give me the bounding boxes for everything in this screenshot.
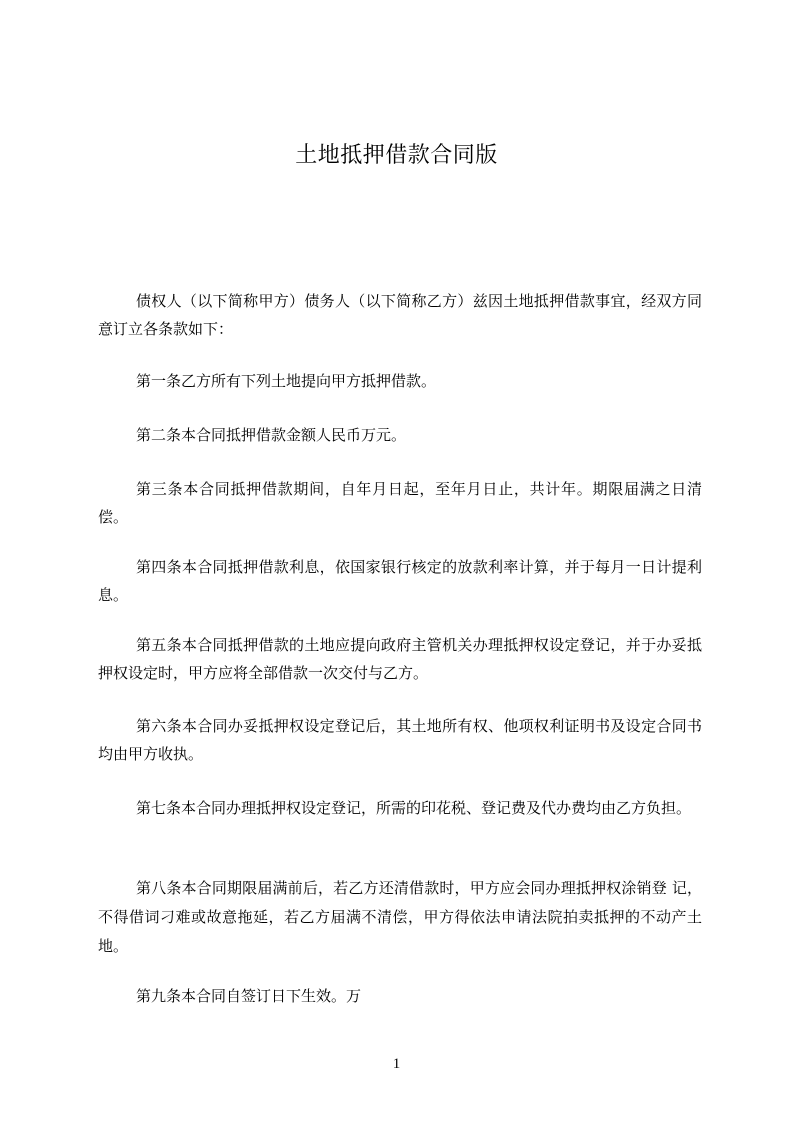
article-4: 第四条本合同抵押借款利息，依国家银行核定的放款利率计算，并于每月一日计提利息。: [98, 558, 702, 604]
page-number: 1: [392, 1056, 401, 1072]
article-7: 第七条本合同办理抵押权设定登记，所需的印花税、登记费及代办费均由乙方负担。: [136, 799, 692, 817]
article-1: 第一条乙方所有下列土地提向甲方抵押借款。: [136, 372, 437, 390]
article-3: 第三条本合同抵押借款期间，自年月日起，至年月日止，共计年。期限届满之日清偿。: [98, 480, 702, 526]
article-9: 第九条本合同自签订日下生效。万: [136, 987, 362, 1005]
article-6: 第六条本合同办妥抵押权设定登记后，其土地所有权、他项权利证明书及设定合同书均由甲方收执。: [98, 717, 702, 763]
document-title: 土地抵押借款合同版: [295, 143, 498, 168]
article-8: 第八条本合同期限届满前后，若乙方还清借款时，甲方应会同办理抵押权涂销登 记，不得借词刁难或故意拖延，若乙方届满不清偿，甲方得依法申请法院拍卖抵押的不动产土地。: [98, 879, 702, 955]
article-2: 第二条本合同抵押借款金额人民币万元。: [136, 426, 407, 444]
article-5: 第五条本合同抵押借款的土地应提向政府主管机关办理抵押权设定登记，并于办妥抵押权设定时，甲方应将全部借款一次交付与乙方。: [98, 636, 702, 682]
preamble-paragraph: 债权人（以下简称甲方）债务人（以下简称乙方）兹因土地抵押借款事宜，经双方同意订立各条款如下：: [98, 292, 702, 338]
